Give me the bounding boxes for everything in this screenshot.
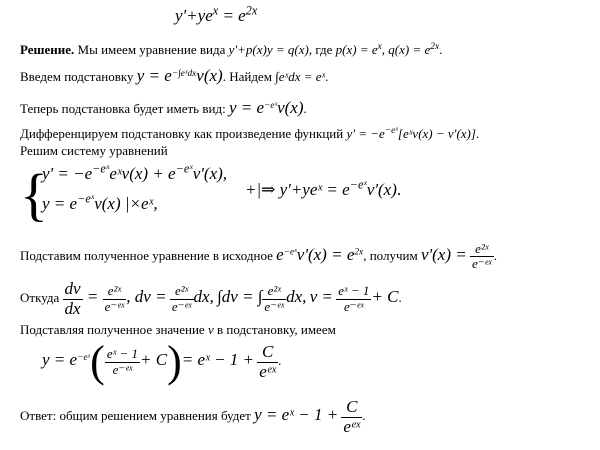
substitute-vprime: v'(x) =: [420, 244, 467, 264]
system-brace: {: [20, 162, 48, 227]
now-v: v(x): [277, 98, 304, 117]
subst-integral: ∫eˣdx = eˣ: [275, 69, 326, 84]
sys-result-exp: −eˣ: [349, 177, 367, 192]
now-end: .: [303, 101, 307, 116]
diff-exp: −eˣ: [384, 125, 398, 136]
solution-end: .: [439, 42, 443, 57]
final-yexp: −eˣ: [77, 352, 91, 363]
sys1-b: eˣv(x) + e: [109, 164, 176, 183]
solution-q-exp: 2x: [430, 41, 440, 52]
answer-line: [20, 398, 365, 436]
system-title: Решим систему уравнений: [20, 143, 168, 158]
eq1-fraction: [103, 284, 127, 314]
equation-eq: = e: [218, 6, 246, 25]
eq2-fraction: [170, 284, 194, 314]
whence-end: .: [398, 290, 402, 306]
sys1-c: v'(x),: [192, 164, 228, 183]
sys2-b: v(x) |×eˣ,: [94, 194, 158, 213]
subst-line: [20, 68, 328, 85]
now-line: [20, 100, 307, 117]
int-dv: ∫dv = ∫: [217, 287, 263, 307]
substitute-get: , получим: [363, 247, 421, 263]
eq3-fraction: [262, 284, 286, 314]
sys2-a: y = e: [42, 194, 78, 213]
answer-formula: y = eˣ − 1 +: [254, 405, 339, 425]
subst-text: Введем подстановку: [20, 69, 137, 84]
solution-form: y'+p(x)y = q(x): [228, 42, 309, 57]
v-fraction: [336, 284, 371, 314]
eq1-num: e²ˣ: [103, 284, 127, 299]
substitute-fraction: [470, 242, 494, 272]
dx-end: dx,: [193, 287, 214, 307]
equation-exp: x: [212, 3, 219, 18]
substitute-num: e²ˣ: [470, 242, 494, 257]
answer-text: Ответ: общим решением уравнения будет: [20, 408, 255, 424]
subst-end: .: [325, 69, 329, 84]
final-cden: eᵉˣ: [259, 361, 277, 381]
solution-q: , q(x) = e: [381, 42, 431, 57]
final-num: eˣ − 1: [106, 346, 139, 362]
plug-text2: в подстановку, имеем: [213, 322, 336, 337]
diff-end: .: [475, 126, 480, 141]
eq3-den: e⁻ᵉˣ: [264, 298, 285, 314]
substitute-text: Подставим полученное уравнение в исходное: [20, 247, 277, 263]
substitute-formula2: v'(x) = e: [296, 244, 355, 264]
final-y: y = e: [42, 349, 78, 369]
substitute-exp: −eˣ: [283, 247, 297, 258]
answer-c-fraction: [341, 398, 362, 436]
final-eq: = eˣ − 1 +: [181, 349, 255, 369]
whence-line: Откуда $\frac{dv}{dx}$ = $\frac{\text{e²ˣ}}{\text{e⁻ᵉˣ}}$ , dv = $\frac{\text{e²ˣ}}{\text{e⁻ᵉˣ}}$ dx, ∫dv = ∫ $\frac{\text{e²ˣ}}{\text{e⁻ᵉˣ}}$ dx, v = $\frac{\text{eˣ − 1}}{\text{e⁻ᵉˣ}}$ + C.: [20, 279, 402, 318]
substitute-den: e⁻ᵉˣ: [471, 256, 492, 272]
final-fraction: [105, 347, 140, 377]
diff-formula: y' = −e: [346, 126, 385, 141]
solution-line: [20, 42, 442, 58]
eq2-num: e²ˣ: [170, 284, 194, 299]
dvdx-fraction: [63, 280, 83, 318]
system-result: +|⇒ y'+yeˣ = $e^{-eˣ}v'(x)$.: [245, 177, 402, 199]
answer-cden: eᵉˣ: [343, 416, 361, 436]
substitute-line: Подставим полученное уравнение в исходное $e^{-eˣ}v'(x) = e^{2x}$, получим v'(x) = $\frac{\text{e²ˣ}}{\text{e⁻ᵉˣ}}$ .: [20, 241, 497, 272]
sys2-exp: −eˣ: [77, 191, 95, 206]
sys1-exp: −eˣ: [92, 161, 110, 176]
v-den: e⁻ᵉˣ: [343, 298, 364, 314]
eq1-den: e⁻ᵉˣ: [104, 298, 125, 314]
plug-line: [20, 322, 336, 338]
final-cnum: C: [257, 343, 278, 363]
sys-result: +|⇒ y'+yeˣ = e: [245, 180, 350, 199]
solution-p-exp: x: [377, 41, 382, 52]
now-formula: y = e: [228, 98, 264, 117]
subst-formula: y = e: [136, 66, 172, 85]
now-text: Теперь подстановка будет иметь вид:: [20, 101, 229, 116]
diff-line: [20, 126, 479, 142]
solution-where: , где: [308, 42, 336, 57]
equation-lhs: y'+ye: [175, 6, 213, 25]
diff-bracket: [eˣv(x) − v'(x)]: [397, 126, 476, 141]
diff-text: Дифференцируем подстановку как произведение функций: [20, 126, 347, 141]
substitute-exp2: 2x: [354, 247, 364, 258]
eq3-num: e²ˣ: [262, 284, 286, 299]
final-end: .: [278, 352, 282, 368]
solution-p: p(x) = e: [335, 42, 378, 57]
final-line: $y = e^{-eˣ}$( $\frac{\text{eˣ − 1}}{\text{e⁻ᵉˣ}}$ + C)= eˣ − 1 + C eᵉˣ .: [42, 337, 282, 386]
v-num: eˣ − 1: [338, 283, 370, 299]
plug-v: v: [207, 322, 214, 337]
v-plusC: + C: [371, 287, 399, 307]
plug-text: Подставляя полученное значение: [20, 322, 208, 337]
sys-result-end: v'(x): [366, 180, 397, 199]
dx: dx: [64, 298, 81, 318]
v-eq: v =: [309, 287, 333, 307]
system-line2: [42, 191, 158, 213]
system-line1: [42, 161, 228, 183]
substitute-formula: e: [276, 244, 284, 264]
final-den: e⁻ᵉˣ: [112, 361, 133, 377]
whence-text: Откуда: [20, 290, 63, 306]
eq2-den: e⁻ᵉˣ: [171, 298, 192, 314]
final-c-fraction: [257, 343, 278, 381]
main-equation: [175, 3, 258, 25]
solution-label: Решение.: [20, 42, 75, 57]
subst-exp: −∫eˣdx: [171, 68, 197, 79]
now-exp: −eˣ: [264, 100, 278, 111]
subst-find: . Найдем: [222, 69, 276, 84]
solution-text: Мы имеем уравнение вида: [74, 42, 229, 57]
dv-eq: , dv =: [126, 287, 167, 307]
int-end: dx,: [286, 287, 307, 307]
dv: dv: [64, 279, 81, 298]
answer-end: .: [362, 408, 366, 424]
equation-rhs-exp: 2x: [245, 3, 258, 18]
answer-cnum: C: [341, 398, 362, 418]
sys1-a: y' = −e: [42, 164, 93, 183]
sys1-exp2: −eˣ: [175, 161, 193, 176]
subst-v: v(x): [196, 66, 223, 85]
final-plusC: + C: [140, 349, 168, 369]
